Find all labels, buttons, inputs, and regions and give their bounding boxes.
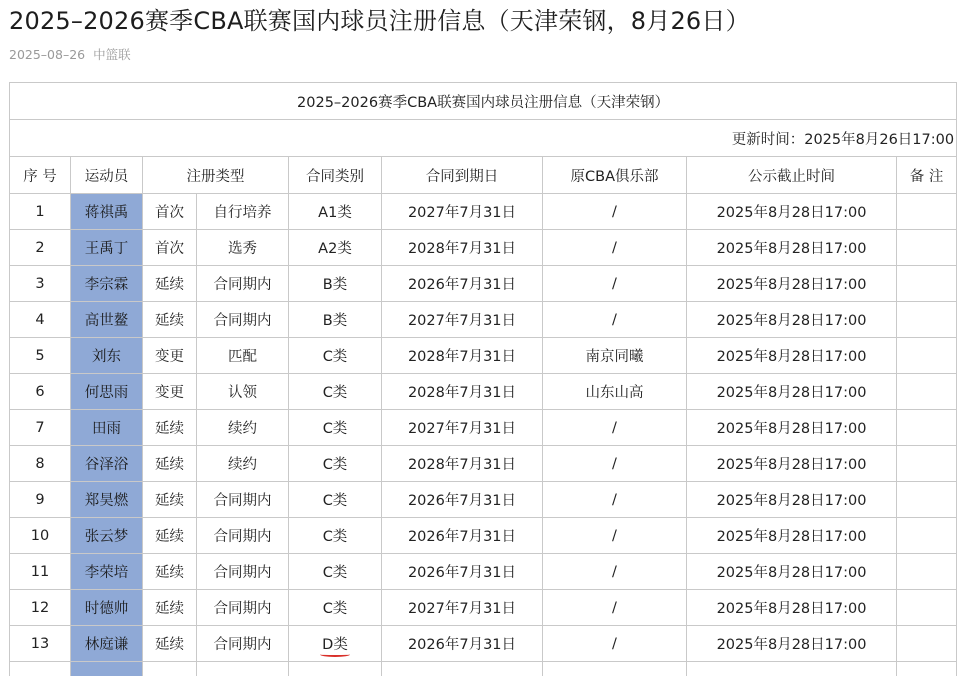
- cell-former-club: 南京同曦: [543, 338, 687, 374]
- cell-no: 10: [10, 518, 71, 554]
- cell-reg-kind: 变更: [143, 338, 197, 374]
- empty-cell: [289, 662, 382, 677]
- cell-expiry: 2026年7月31日: [382, 482, 543, 518]
- cell-expiry: 2026年7月31日: [382, 626, 543, 662]
- cell-no: 7: [10, 410, 71, 446]
- cell-former-club: /: [543, 230, 687, 266]
- cell-no: 11: [10, 554, 71, 590]
- cell-expiry: 2028年7月31日: [382, 374, 543, 410]
- table-row: [10, 626, 957, 662]
- cell-contract-type: C类: [289, 338, 382, 374]
- cell-former-club: /: [543, 554, 687, 590]
- header-cell-reg-type: 注册类型: [143, 157, 289, 194]
- cell-contract-type: C类: [289, 518, 382, 554]
- cell-expiry: 2027年7月31日: [382, 302, 543, 338]
- cell-no: 5: [10, 338, 71, 374]
- cell-expiry: 2026年7月31日: [382, 518, 543, 554]
- cell-former-club: /: [543, 194, 687, 230]
- cell-no: 8: [10, 446, 71, 482]
- cell-note: [897, 590, 957, 626]
- cell-no: 9: [10, 482, 71, 518]
- source-label: 中篮联: [93, 47, 131, 62]
- cell-reg-kind: 延续: [143, 626, 197, 662]
- publish-date: 2025–08–26: [9, 47, 86, 62]
- cell-expiry: 2026年7月31日: [382, 554, 543, 590]
- cell-contract-type: C类: [289, 554, 382, 590]
- table-row: [10, 302, 957, 338]
- cell-deadline: 2025年8月28日17:00: [687, 626, 897, 662]
- table-row: [10, 482, 957, 518]
- cell-reg-detail: 续约: [197, 446, 289, 482]
- cell-deadline: 2025年8月28日17:00: [687, 590, 897, 626]
- cell-deadline: 2025年8月28日17:00: [687, 446, 897, 482]
- cell-expiry: 2027年7月31日: [382, 590, 543, 626]
- cell-expiry: 2027年7月31日: [382, 410, 543, 446]
- table-body: [10, 83, 957, 677]
- cell-reg-kind: 延续: [143, 302, 197, 338]
- cell-note: [897, 266, 957, 302]
- cell-athlete: 李宗霖: [71, 266, 143, 302]
- cell-former-club: /: [543, 626, 687, 662]
- empty-cell: [543, 662, 687, 677]
- cell-reg-detail: 合同期内: [197, 302, 289, 338]
- table-header-row: [10, 157, 957, 194]
- cell-former-club: /: [543, 482, 687, 518]
- cell-deadline: 2025年8月28日17:00: [687, 554, 897, 590]
- table-caption: 2025–2026赛季CBA联赛国内球员注册信息（天津荣钢）: [10, 83, 957, 120]
- cell-note: [897, 410, 957, 446]
- cell-reg-detail: 认领: [197, 374, 289, 410]
- cell-former-club: 山东山高: [543, 374, 687, 410]
- cell-contract-type: [289, 626, 382, 662]
- header-cell-contract-type: 合同类别: [289, 157, 382, 194]
- cell-athlete: 王禹丁: [71, 230, 143, 266]
- cell-reg-detail: 自行培养: [197, 194, 289, 230]
- cell-deadline: 2025年8月28日17:00: [687, 302, 897, 338]
- cell-contract-type: B类: [289, 266, 382, 302]
- cell-contract-type: C类: [289, 446, 382, 482]
- cell-reg-detail: 合同期内: [197, 554, 289, 590]
- table-row: [10, 446, 957, 482]
- cell-former-club: /: [543, 410, 687, 446]
- cell-reg-kind: 首次: [143, 194, 197, 230]
- empty-cell: [71, 662, 143, 677]
- empty-cell: [10, 662, 71, 677]
- cell-deadline: 2025年8月28日17:00: [687, 266, 897, 302]
- cell-reg-detail: 选秀: [197, 230, 289, 266]
- table-row: [10, 338, 957, 374]
- cell-reg-detail: 合同期内: [197, 590, 289, 626]
- cell-former-club: /: [543, 266, 687, 302]
- cell-reg-detail: 合同期内: [197, 626, 289, 662]
- update-time: 更新时间：2025年8月26日17:00: [10, 120, 957, 157]
- cell-former-club: /: [543, 518, 687, 554]
- cell-contract-type: C类: [289, 374, 382, 410]
- cell-athlete: 刘东: [71, 338, 143, 374]
- cell-reg-kind: 延续: [143, 554, 197, 590]
- header-cell-athlete: 运动员: [71, 157, 143, 194]
- cell-note: [897, 446, 957, 482]
- cell-deadline: 2025年8月28日17:00: [687, 194, 897, 230]
- cell-reg-detail: 合同期内: [197, 266, 289, 302]
- cell-reg-kind: 延续: [143, 410, 197, 446]
- empty-cell: [382, 662, 543, 677]
- update-time-row: [10, 120, 957, 157]
- cell-athlete: 何思雨: [71, 374, 143, 410]
- cell-athlete: 高世鳌: [71, 302, 143, 338]
- cell-athlete: 林庭谦: [71, 626, 143, 662]
- cell-expiry: 2027年7月31日: [382, 194, 543, 230]
- cell-note: [897, 338, 957, 374]
- cell-reg-detail: 续约: [197, 410, 289, 446]
- header-cell-deadline: 公示截止时间: [687, 157, 897, 194]
- cell-deadline: 2025年8月28日17:00: [687, 230, 897, 266]
- table-row: [10, 590, 957, 626]
- cell-former-club: /: [543, 590, 687, 626]
- table-row: [10, 518, 957, 554]
- cell-athlete: 蒋祺禹: [71, 194, 143, 230]
- cell-reg-kind: 延续: [143, 590, 197, 626]
- cell-note: [897, 482, 957, 518]
- cell-former-club: /: [543, 302, 687, 338]
- cell-note: [897, 518, 957, 554]
- cell-note: [897, 626, 957, 662]
- cell-reg-detail: 匹配: [197, 338, 289, 374]
- cell-reg-kind: 首次: [143, 230, 197, 266]
- cell-athlete: 谷泽浴: [71, 446, 143, 482]
- cell-deadline: 2025年8月28日17:00: [687, 482, 897, 518]
- table-row-cut-off: [10, 662, 957, 677]
- table-row: [10, 266, 957, 302]
- cell-no: 4: [10, 302, 71, 338]
- table-row: [10, 554, 957, 590]
- cell-no: 1: [10, 194, 71, 230]
- cell-athlete: 张云梦: [71, 518, 143, 554]
- header-cell-no: 序 号: [10, 157, 71, 194]
- cell-no: 2: [10, 230, 71, 266]
- header-cell-former-club: 原CBA俱乐部: [543, 157, 687, 194]
- cell-note: [897, 194, 957, 230]
- cell-no: 6: [10, 374, 71, 410]
- cell-reg-detail: 合同期内: [197, 482, 289, 518]
- cell-no: 13: [10, 626, 71, 662]
- cell-reg-kind: 变更: [143, 374, 197, 410]
- cell-deadline: 2025年8月28日17:00: [687, 410, 897, 446]
- cell-reg-kind: 延续: [143, 482, 197, 518]
- empty-cell: [897, 662, 957, 677]
- cell-note: [897, 374, 957, 410]
- cell-athlete: 李荣培: [71, 554, 143, 590]
- cell-expiry: 2028年7月31日: [382, 338, 543, 374]
- cell-contract-type: A2类: [289, 230, 382, 266]
- table-row: [10, 194, 957, 230]
- header-cell-expiry: 合同到期日: [382, 157, 543, 194]
- cell-expiry: 2028年7月31日: [382, 230, 543, 266]
- empty-cell: [687, 662, 897, 677]
- cell-deadline: 2025年8月28日17:00: [687, 518, 897, 554]
- cell-reg-kind: 延续: [143, 446, 197, 482]
- registration-table: [9, 82, 957, 676]
- empty-cell: [143, 662, 197, 677]
- cell-athlete: 时德帅: [71, 590, 143, 626]
- cell-deadline: 2025年8月28日17:00: [687, 338, 897, 374]
- cell-reg-detail: 合同期内: [197, 518, 289, 554]
- cell-expiry: 2026年7月31日: [382, 266, 543, 302]
- cell-expiry: 2028年7月31日: [382, 446, 543, 482]
- cell-contract-type: C类: [289, 410, 382, 446]
- cell-no: 12: [10, 590, 71, 626]
- table-row: [10, 230, 957, 266]
- cell-reg-kind: 延续: [143, 518, 197, 554]
- cell-contract-type: C类: [289, 482, 382, 518]
- cell-note: [897, 302, 957, 338]
- cell-former-club: /: [543, 446, 687, 482]
- article-meta: [9, 45, 131, 65]
- page-title: 2025–2026赛季CBA联赛国内球员注册信息（天津荣钢，8月26日）: [9, 7, 750, 35]
- cell-note: [897, 230, 957, 266]
- cell-contract-type: B类: [289, 302, 382, 338]
- cell-note: [897, 554, 957, 590]
- cell-reg-kind: 延续: [143, 266, 197, 302]
- underlined-contract-type: D类: [322, 633, 348, 654]
- header-cell-note: 备 注: [897, 157, 957, 194]
- cell-no: 3: [10, 266, 71, 302]
- empty-cell: [197, 662, 289, 677]
- cell-contract-type: A1类: [289, 194, 382, 230]
- cell-athlete: 郑昊燃: [71, 482, 143, 518]
- cell-deadline: 2025年8月28日17:00: [687, 374, 897, 410]
- table-row: [10, 374, 957, 410]
- table-caption-row: [10, 83, 957, 120]
- cell-athlete: 田雨: [71, 410, 143, 446]
- table-row: [10, 410, 957, 446]
- cell-contract-type: C类: [289, 590, 382, 626]
